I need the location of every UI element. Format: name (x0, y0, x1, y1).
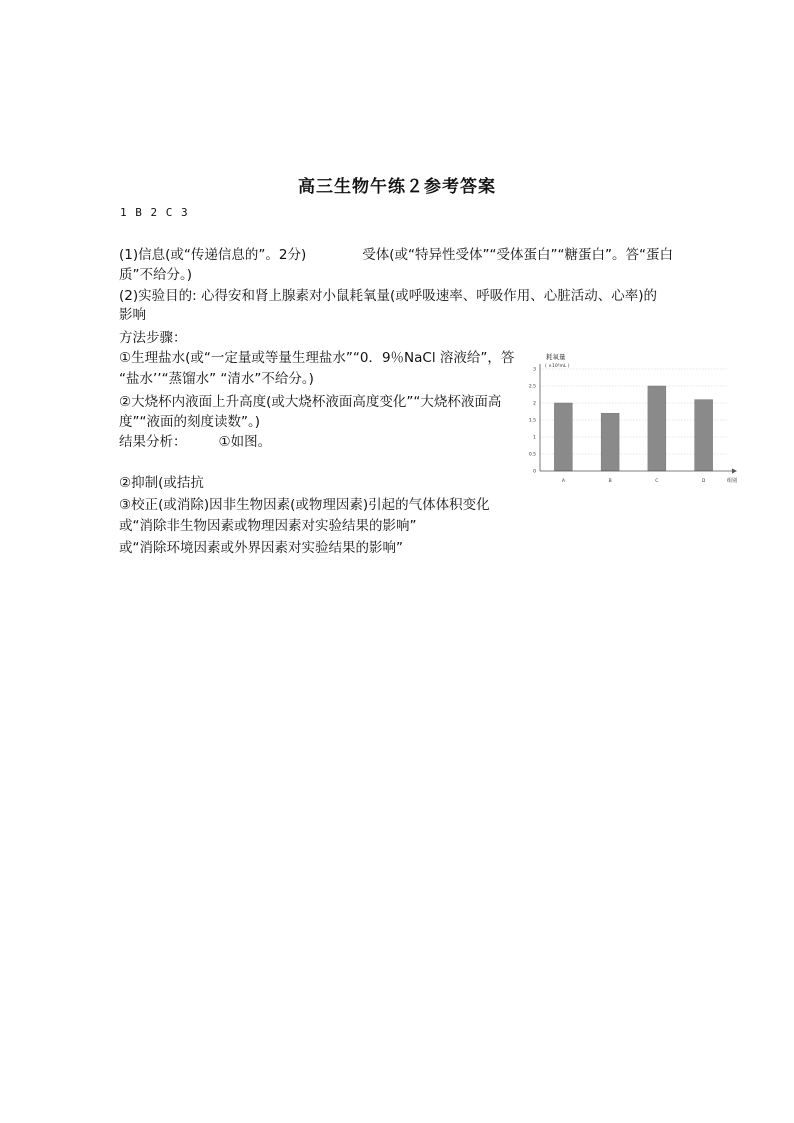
bar-B (601, 413, 619, 471)
y-axis-label: 耗氧量 (546, 353, 566, 361)
y-axis-ticks (529, 367, 536, 475)
x-tick-label: C (655, 479, 659, 484)
result-3-cont2: 或“消除环境因素或外界因素对实验结果的影响” (119, 540, 403, 556)
y-tick-label: 1 (533, 435, 536, 441)
answer-q2-purpose: (2)实验目的: 心得安和肾上腺素对小鼠耗氧量(或呼吸速率、呼吸作用、心脏活动、心率)的 (119, 288, 657, 304)
bars (554, 386, 712, 471)
bar-A (554, 403, 572, 471)
y-tick-label: 0 (533, 469, 536, 475)
result-3: ③校正(或消除)因非生物因素(或物理因素)引起的气体体积变化 (119, 497, 490, 513)
result-2: ②抑制(或拮抗 (119, 475, 204, 491)
method-heading: 方法步骤： (119, 330, 187, 346)
method-step1: ①生理盐水(或“一定量或等量生理盐水”“0．9％NaCl 溶液给”，答 (119, 350, 515, 366)
result-1: ①如图。 (218, 434, 272, 450)
y-tick-label: 1.5 (528, 418, 536, 424)
x-tick-label: D (701, 479, 706, 484)
x-tick-label: B (608, 479, 612, 484)
result-label: 结果分析： (119, 434, 187, 450)
method-step2-cont: 度”“液面的刻度读数”。) (119, 414, 260, 430)
result-3-cont1: 或“消除非生物因素或物理因素对实验结果的影响” (119, 518, 417, 534)
page-title: 高三生物午练２参考答案 (298, 177, 496, 197)
x-axis-ticks (562, 478, 706, 484)
y-tick-label: 0.5 (528, 452, 536, 458)
bar-C (648, 386, 666, 471)
y-tick-label: 3 (533, 367, 536, 373)
x-axis-arrow (732, 469, 737, 474)
multiple-choice-answers: 1 B 2 C 3 (120, 206, 189, 219)
y-tick-label: 2 (533, 401, 536, 407)
method-step1-cont: “盐水’’“蒸馏水” “清水”不给分。) (119, 371, 314, 387)
answer-q2-purpose-cont: 影响 (119, 307, 146, 323)
answer-q1-info: (1)信息(或“传递信息的”。2分) (119, 247, 307, 263)
bar-D (695, 400, 713, 471)
answer-q1-line1 (119, 246, 673, 264)
x-axis-label: 组别 (727, 478, 738, 484)
method-step2: ②大烧杯内液面上升高度(或大烧杯液面高度变化”“大烧杯液面高 (119, 394, 502, 410)
x-tick-label: A (561, 479, 565, 484)
result-line (119, 433, 271, 451)
y-axis-unit: ( ×10³mL ) (545, 364, 570, 369)
oxygen-consumption-chart (522, 348, 754, 490)
y-tick-label: 2.5 (528, 384, 536, 390)
answer-q1-line2: 质”不给分。) (119, 267, 193, 283)
answer-q1-receptor: 受体(或“特异性受体”“受体蛋白”“糖蛋白”。答“蛋白 (362, 247, 673, 263)
